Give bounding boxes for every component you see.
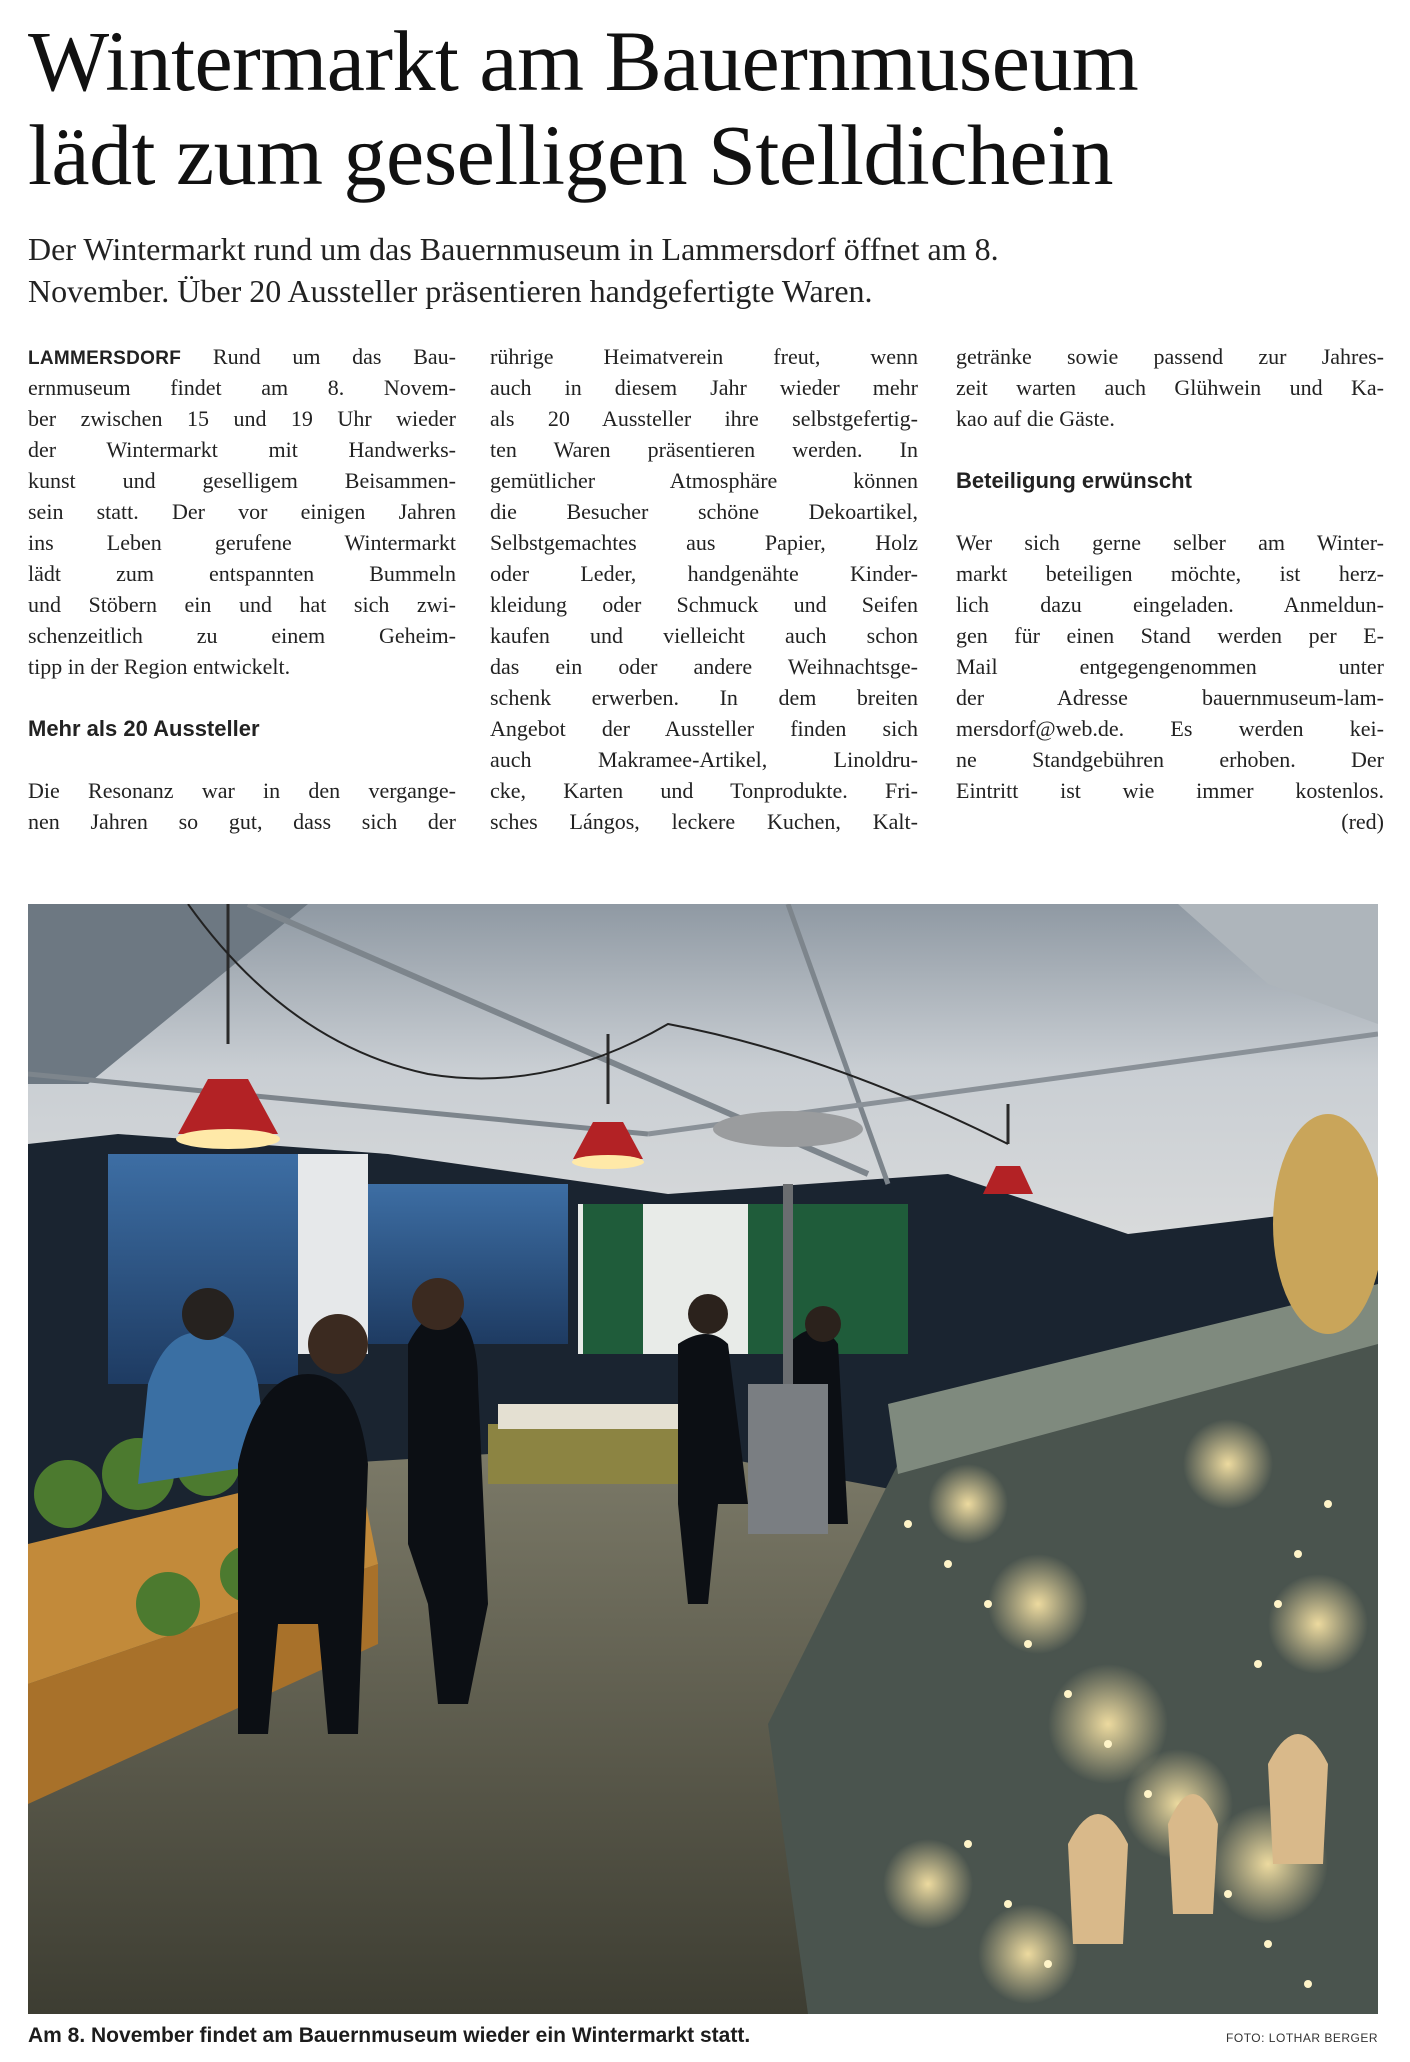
body-line: Die Resonanz war in den vergange-: [28, 778, 456, 803]
body-line: der Wintermarkt mit Handwerks-: [28, 437, 456, 462]
body-line: Eintritt ist wie immer kostenlos.: [956, 778, 1384, 803]
photo-caption: Am 8. November findet am Bauernmuseum wieder ein Wintermarkt statt.: [28, 2024, 751, 2047]
body-line: tipp in der Region entwickelt.: [28, 654, 291, 679]
table-middle-goods: [498, 1404, 688, 1429]
dek-line: November. Über 20 Aussteller präsentieren handgefertigte Waren.: [28, 273, 873, 309]
body-line: LAMMERSDORF Rund um das Bau-: [28, 344, 456, 369]
market-photo: [28, 904, 1378, 2014]
dateline: LAMMERSDORF: [28, 348, 182, 369]
body-line: auch in diesem Jahr wieder mehr: [490, 375, 918, 400]
body-line: getränke sowie passend zur Jahres-: [956, 344, 1384, 369]
body-line: sches Lángos, leckere Kuchen, Kalt-: [490, 809, 918, 834]
body-line: gen für einen Stand werden per E-: [956, 623, 1384, 648]
article-column-1: [28, 341, 456, 837]
tent-wall-middle: [368, 1184, 568, 1344]
body-line: kunst und geselligem Beisammen-: [28, 468, 456, 493]
body-line: ten Waren präsentieren werden. In: [490, 437, 918, 462]
body-line: oder Leder, handgenähte Kinder-: [490, 561, 918, 586]
tent-door-green-left: [583, 1204, 643, 1354]
article-column-2: [490, 341, 918, 837]
body-line: das ein oder andere Weihnachtsge-: [490, 654, 918, 679]
body-line: markt beteiligen möchte, ist herz-: [956, 561, 1384, 586]
body-line: mersdorf@web.de. Es werden kei-: [956, 716, 1384, 741]
dek-line: Der Wintermarkt rund um das Bauernmuseum in Lammersdorf öffnet am 8.: [28, 231, 999, 267]
body-line: Wer sich gerne selber am Winter-: [956, 530, 1384, 555]
author-signature: (red): [1341, 809, 1384, 834]
body-line: rührige Heimatverein freut, wenn: [490, 344, 918, 369]
table-middle: [488, 1424, 698, 1484]
body-line: ernmuseum findet am 8. Novem-: [28, 375, 456, 400]
body-line: schenk erwerben. In dem breiten: [490, 685, 918, 710]
body-line: ber zwischen 15 und 19 Uhr wieder: [28, 406, 456, 431]
article-column-3: [956, 341, 1384, 837]
headline: [28, 14, 1388, 202]
headline-line: lädt zum geselligen Stelldichein: [28, 107, 1113, 203]
body-line: Selbstgemachtes aus Papier, Holz: [490, 530, 918, 555]
body-line: auch Makramee-Artikel, Linoldru-: [490, 747, 918, 772]
body-line: die Besucher schöne Dekoartikel,: [490, 499, 918, 524]
body-line: nen Jahren so gut, dass sich der: [28, 809, 456, 834]
headline-line: Wintermarkt am Bauernmuseum: [28, 13, 1139, 109]
body-line: zeit warten auch Glühwein und Ka-: [956, 375, 1384, 400]
body-line: Mail entgegengenommen unter: [956, 654, 1384, 679]
body-line: lich dazu eingeladen. Anmeldun-: [956, 592, 1384, 617]
hat-decoration: [1273, 1114, 1378, 1334]
body-line: lädt zum entspannten Bummeln: [28, 561, 456, 586]
body-line: cke, Karten und Tonprodukte. Fri-: [490, 778, 918, 803]
body-line: als 20 Aussteller ihre selbstgefertig-: [490, 406, 918, 431]
body-line: kao auf die Gäste.: [956, 406, 1115, 431]
body-line: gemütlicher Atmosphäre können: [490, 468, 918, 493]
photo-credit: FOTO: LOTHAR BERGER: [1226, 2031, 1378, 2045]
body-line: und Stöbern ein und hat sich zwi-: [28, 592, 456, 617]
body-line: Angebot der Aussteller finden sich: [490, 716, 918, 741]
body-line: schenzeitlich zu einem Geheim-: [28, 623, 456, 648]
section-subhead: Mehr als 20 Aussteller: [28, 716, 260, 741]
body-line: kaufen und vielleicht auch schon: [490, 623, 918, 648]
body-line: der Adresse bauernmuseum-lam-: [956, 685, 1384, 710]
section-subhead: Beteiligung erwünscht: [956, 468, 1192, 493]
patio-heater-top: [713, 1111, 863, 1147]
body-line: kleidung oder Schmuck und Seifen: [490, 592, 918, 617]
subheadline: [28, 228, 1368, 312]
body-line: sein statt. Der vor einigen Jahren: [28, 499, 456, 524]
body-line: ins Leben gerufene Wintermarkt: [28, 530, 456, 555]
body-line: ne Standgebühren erhoben. Der: [956, 747, 1384, 772]
patio-heater-base: [748, 1384, 828, 1534]
